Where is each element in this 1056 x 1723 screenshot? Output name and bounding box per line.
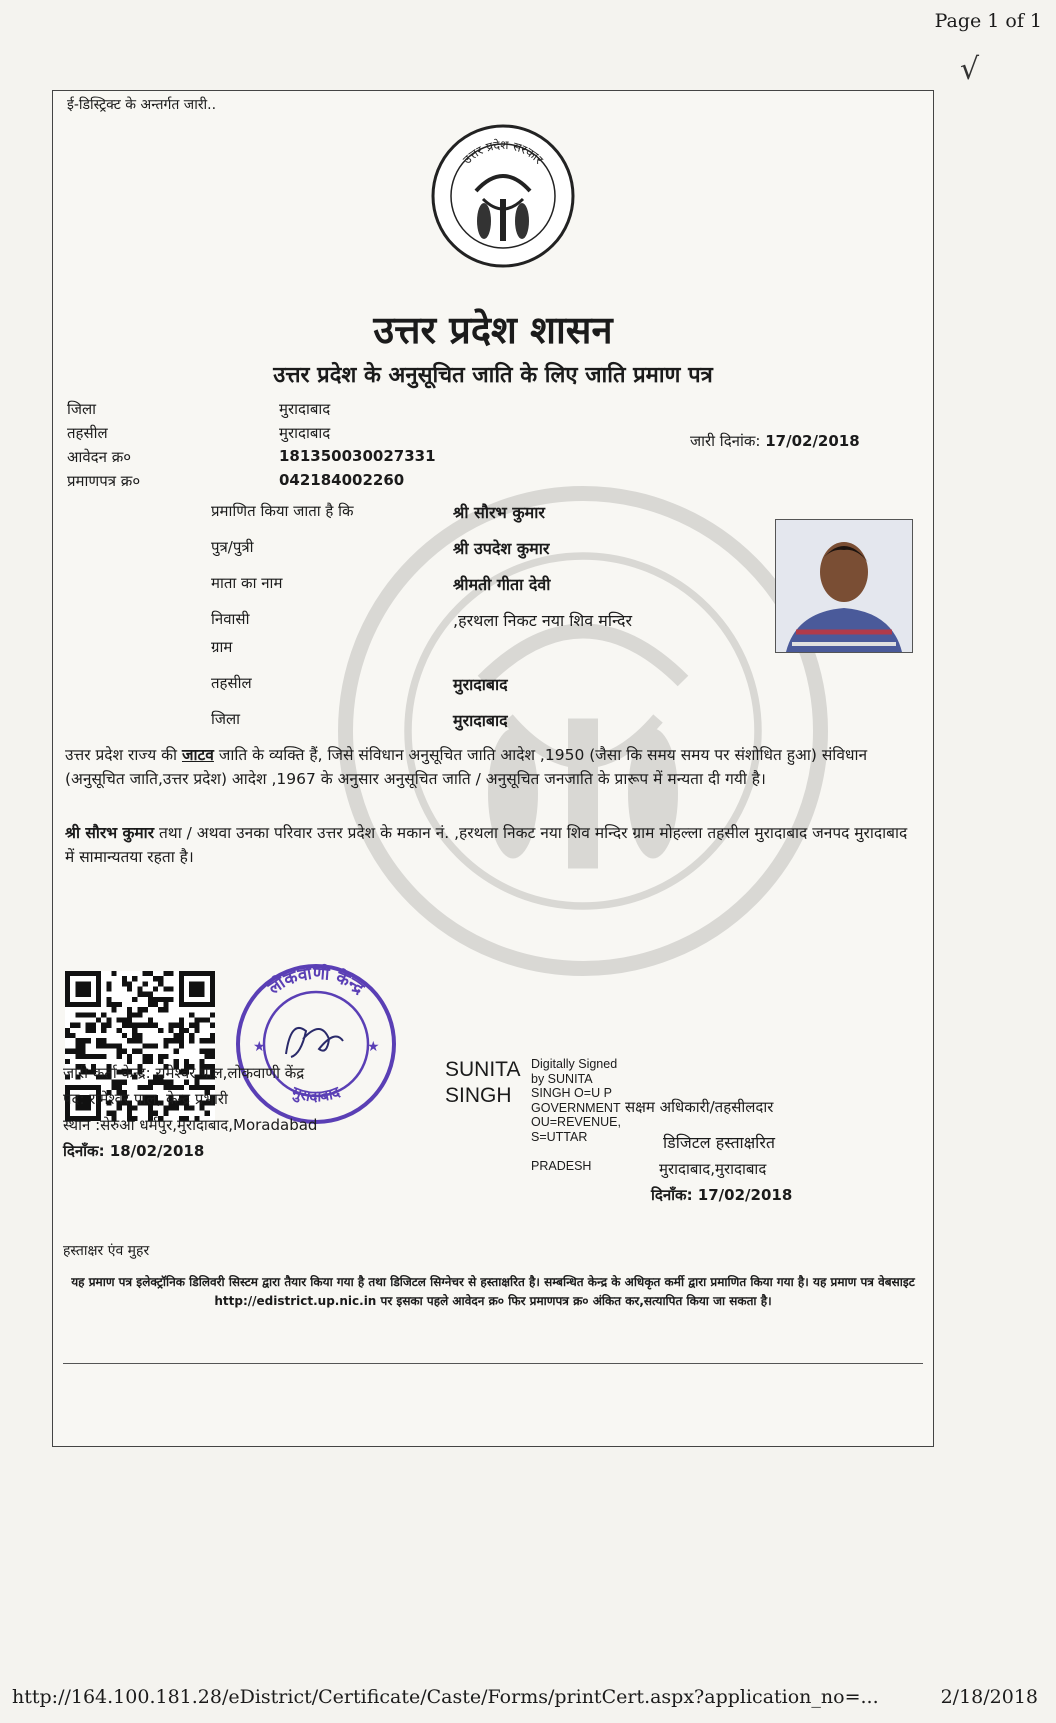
svg-text:★: ★	[367, 1039, 380, 1055]
paragraph-caste-start: उत्तर प्रदेश राज्य की	[65, 746, 182, 764]
applicant-photo	[775, 519, 913, 653]
caste-name: जाटव	[181, 746, 214, 764]
issuer-center: जारी कर्ता केन्द्र: रामेश्वर पाल,लोकवाणी केंद्र	[63, 1064, 305, 1082]
footer-divider	[63, 1363, 923, 1364]
printed-url: http://164.100.181.28/eDistrict/Certificate/Caste/Forms/printCert.aspx?application_no=...	[12, 1686, 879, 1708]
svg-text:★: ★	[253, 1039, 266, 1055]
detail-label-district: जिला	[211, 710, 241, 728]
svg-text:लोकवाणी केन्द्र	[263, 963, 368, 1000]
watermark-emblem	[333, 481, 833, 981]
detail-label-tehsil: तहसील	[211, 674, 252, 692]
issue-date-value: 17/02/2018	[765, 432, 860, 450]
printed-date: 2/18/2018	[940, 1686, 1038, 1708]
signature-date: दिनाँक: 17/02/2018	[651, 1186, 793, 1204]
certificate	[52, 90, 934, 1447]
issue-date	[690, 431, 860, 451]
detail-label-certified: प्रमाणित किया जाता है कि	[211, 502, 354, 520]
detail-label-village: ग्राम	[211, 638, 233, 656]
meta-value-application-no: 181350030027331	[279, 447, 436, 465]
signing-authority: सक्षम अधिकारी/तहसीलदार	[625, 1098, 774, 1116]
up-govt-emblem	[428, 121, 578, 271]
issue-date-label: जारी दिनांक:	[690, 432, 761, 450]
signature-seal-label: हस्ताक्षर एंव मुहर	[63, 1243, 150, 1259]
detail-value-name: श्री सौरभ कुमार	[453, 503, 545, 522]
issuer-post: पद: रामेश्वर पाल, केन्द्र प्रभारी	[63, 1090, 228, 1108]
paragraph-caste	[65, 743, 915, 791]
detail-value-address: ,हरथला निकट नया शिव मन्दिर	[453, 611, 632, 630]
top-note: ई-डिस्ट्रिक्ट के अन्तर्गत जारी..	[67, 97, 217, 113]
meta-label-application-no: आवेदन क्र०	[67, 448, 132, 466]
detail-value-district: मुरादाबाद	[453, 711, 508, 730]
meta-value-district: मुरादाबाद	[279, 400, 331, 418]
meta-label-certificate-no: प्रमाणपत्र क्र०	[67, 472, 141, 490]
signature-place: मुरादाबाद,मुरादाबाद	[659, 1160, 767, 1178]
page-indicator: Page 1 of 1	[934, 10, 1042, 32]
meta-value-certificate-no: 042184002260	[279, 471, 405, 489]
ds-line-5: OU=REVENUE,	[531, 1115, 621, 1129]
detail-label-mother: माता का नाम	[211, 574, 283, 592]
certificate-title: उत्तर प्रदेश शासन	[373, 308, 613, 352]
paragraph-residence	[65, 821, 915, 869]
applicant-photo-image	[776, 520, 912, 652]
digitally-signed-label: डिजिटल हस्ताक्षरित	[663, 1133, 775, 1152]
stamp-top-text: लोकवाणी केन्द्र	[264, 963, 368, 999]
meta-label-tehsil: तहसील	[67, 424, 108, 442]
digital-signature-block	[531, 1057, 621, 1173]
issuer-date: दिनाँक: 18/02/2018	[63, 1142, 205, 1160]
signer-name: SUNITA SINGH	[445, 1058, 520, 1107]
certificate-subtitle: उत्तर प्रदेश के अनुसूचित जाति के लिए जाति प्रमाण पत्र	[273, 363, 713, 388]
meta-label-district: जिला	[67, 400, 97, 418]
emblem-text: उत्तर प्रदेश सरकार	[460, 137, 546, 167]
handwritten-tick: √	[960, 52, 980, 87]
lokvani-kendra-stamp	[231, 959, 401, 1129]
stamp-bottom-text: मुरादाबाद	[289, 1082, 343, 1106]
meta-value-tehsil: मुरादाबाद	[279, 424, 331, 442]
issuer-place: स्थान :सेरुआ धर्मपुर,मुरादाबाद,Moradabad	[63, 1116, 318, 1134]
ds-line-2: by SUNITA	[531, 1071, 593, 1086]
ds-line-4: GOVERNMENT	[531, 1100, 621, 1115]
residence-name: श्री सौरभ कुमार	[65, 824, 155, 842]
footer-note: यह प्रमाण पत्र इलेक्ट्रॉनिक डिलिवरी सिस्टम द्वारा तैयार किया गया है तथा डिजिटल सिग्नेचर से हस्ताक्षरित है। सम्बन्धित केन्द्र के अधिकृत कर्मी द्वारा प्रमाणित किया गया है। यह प्रमाण पत्र वेबसाइट http://edistrict.up.nic.in पर इसका पहले आवेदन क्र० फिर प्रमाणपत्र क्र० अंकित कर,सत्यापित किया जा सकता है।	[71, 1275, 915, 1308]
svg-text:मुरादाबाद	[288, 1082, 343, 1105]
ds-line-6: S=UTTAR	[531, 1129, 588, 1144]
detail-label-son-daughter: पुत्र/पुत्री	[211, 538, 254, 556]
ds-line-8: PRADESH	[531, 1158, 592, 1173]
detail-value-tehsil: मुरादाबाद	[453, 675, 508, 694]
ds-line-3: SINGH O=U P	[531, 1086, 612, 1100]
ds-line-7	[531, 1144, 621, 1159]
detail-value-mother: श्रीमती गीता देवी	[453, 575, 551, 594]
residence-text: तथा / अथवा उनका परिवार उत्तर प्रदेश के मकान नं. ,हरथला निकट नया शिव मन्दिर ग्राम मोहल्ला तहसील मुरादाबाद जनपद मुरादाबाद में सामान्यतया रहता है।	[65, 824, 908, 866]
detail-label-resident: निवासी	[211, 610, 250, 628]
ds-line-1: Digitally Signed	[531, 1057, 618, 1071]
detail-value-father: श्री उपदेश कुमार	[453, 539, 550, 558]
paragraph-caste-end: जाति के व्यक्ति हैं, जिसे संविधान अनुसूचित जाति आदेश ,1950 (जैसा कि समय समय पर संशोधित हुआ) संविधान (अनुसूचित जाति,उत्तर प्रदेश) आदेश ,1967 के अनुसार अनुसूचित जाति / अनुसूचित जनजाति के प्रारूप में मन्यता दी गयी है।	[65, 746, 868, 788]
